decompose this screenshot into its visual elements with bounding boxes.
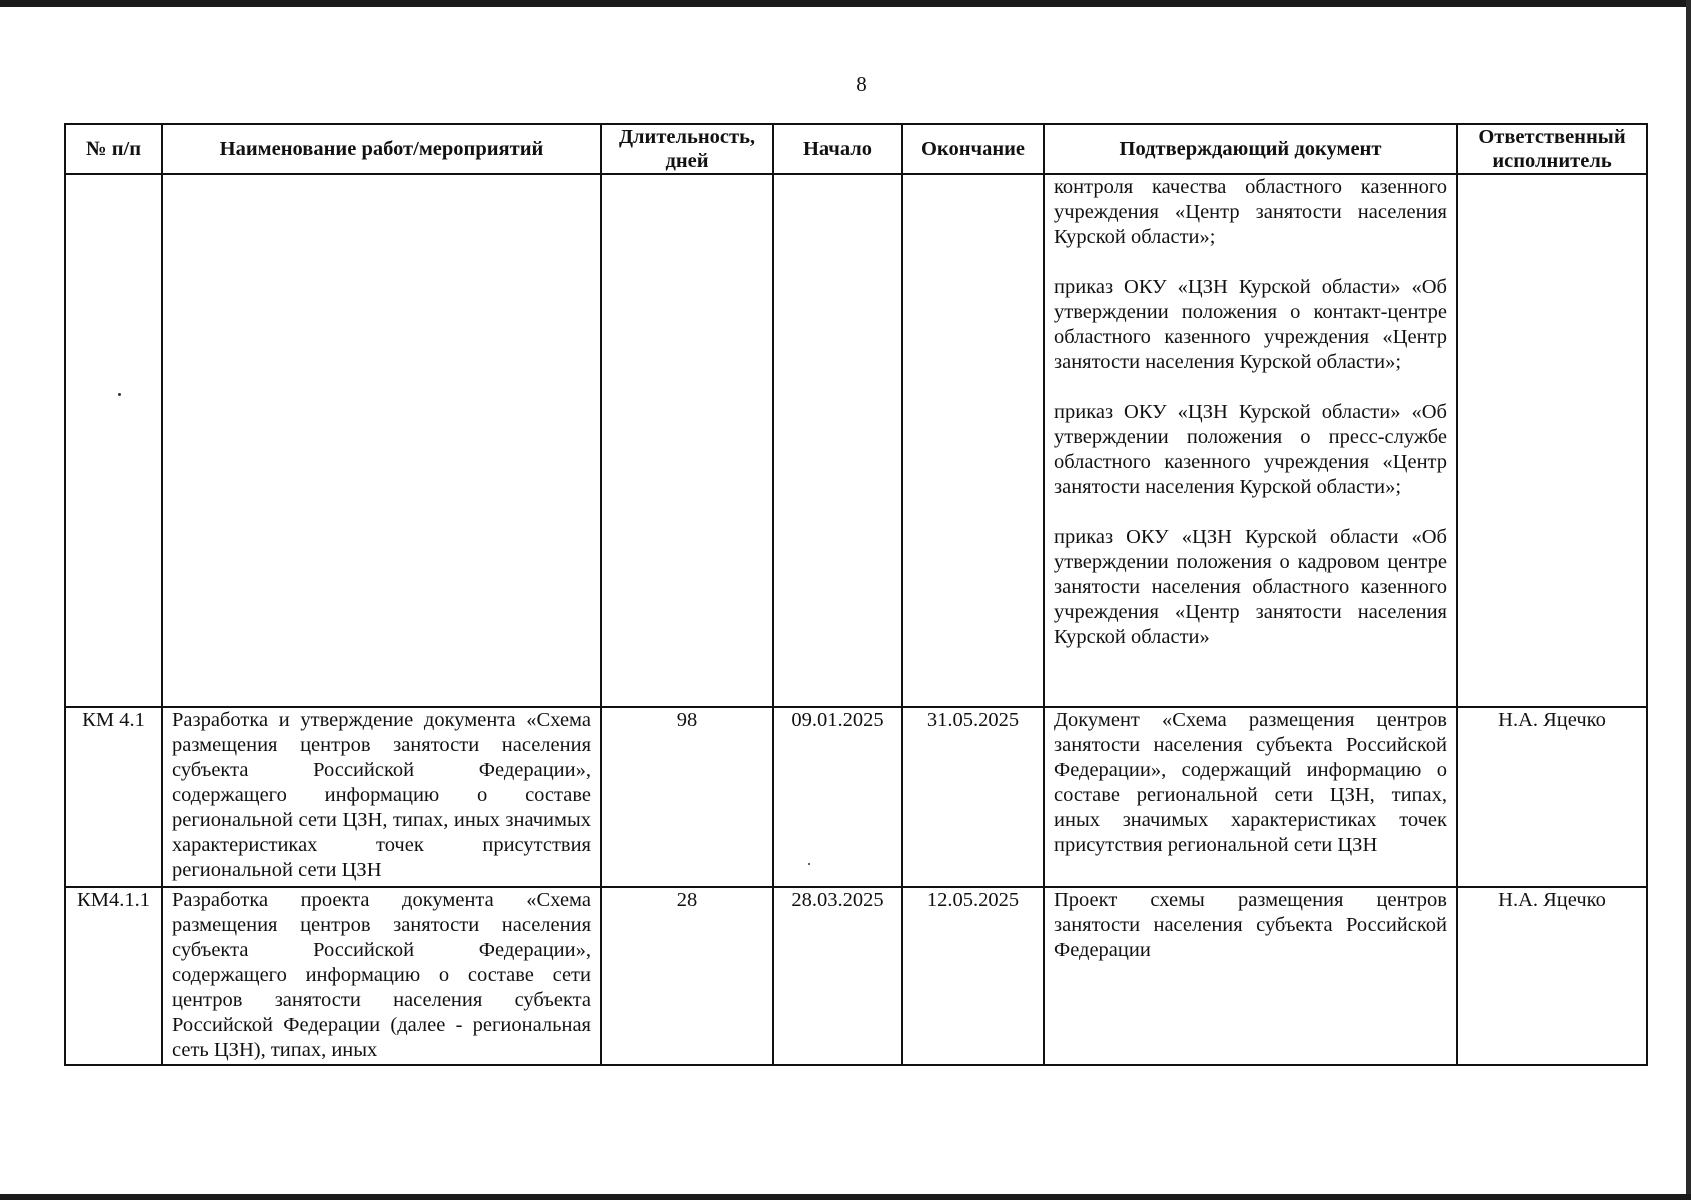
row-responsible: Н.А. Яцечко	[1457, 887, 1647, 1065]
header-row	[65, 124, 1647, 174]
header-document: Подтверждающий документ	[1044, 124, 1457, 174]
header-end: Окончание	[902, 124, 1044, 174]
scan-edge-bottom	[0, 1194, 1691, 1200]
row-duration: 98	[601, 707, 773, 887]
row-document: Документ «Схема размещения центров занятости населения субъекта Российской Федерации», содержащий информацию о составе региональной сети ЦЗН, типах, иных значимых характеристиках точек присутствия региональной сети ЦЗН	[1044, 707, 1457, 887]
row-duration: 28	[601, 887, 773, 1065]
row-document: Проект схемы размещения центров занятости населения субъекта Российской Федерации	[1044, 887, 1457, 1065]
continuation-start-cell	[773, 174, 902, 707]
header-duration: Длительность, дней	[601, 124, 773, 174]
row-end-date: 31.05.2025	[902, 707, 1044, 887]
row-number: КМ 4.1	[65, 707, 162, 887]
work-schedule-table	[64, 123, 1648, 1066]
row-start-date: 28.03.2025	[773, 887, 902, 1065]
continuation-document-cell	[1044, 174, 1457, 707]
header-responsible: Ответственный исполнитель	[1457, 124, 1647, 174]
continuation-row	[65, 174, 1647, 707]
document-paragraph: приказ ОКУ «ЦЗН Курской области «Об утверждении положения о кадровом центре занятости населения областного казенного учреждения «Центр занятости населения Курской области»	[1054, 526, 1447, 648]
header-number: № п/п	[65, 124, 162, 174]
row-name: Разработка и утверждение документа «Схема размещения центров занятости населения субъекта Российской Федерации», содержащего информацию о составе региональной сети ЦЗН, типах, иных значимых характеристиках точек присутствия региональной сети ЦЗН	[162, 707, 601, 887]
header-start: Начало	[773, 124, 902, 174]
continuation-number-cell	[65, 174, 162, 707]
row-start-date: 09.01.2025	[773, 707, 902, 887]
document-paragraph: контроля качества областного казенного учреждения «Центр занятости населения Курской области»;	[1054, 176, 1447, 248]
row-responsible: Н.А. Яцечко	[1457, 707, 1647, 887]
row-name: Разработка проекта документа «Схема размещения центров занятости населения субъекта Российской Федерации», содержащего информацию о составе сети центров занятости населения субъекта Российской Федерации (далее - региональная сеть ЦЗН), типах, иных	[162, 887, 601, 1065]
table-row	[65, 887, 1647, 1065]
scan-speck	[808, 863, 810, 865]
continuation-name-cell	[162, 174, 601, 707]
row-number: КМ4.1.1	[65, 887, 162, 1065]
document-paragraph: приказ ОКУ «ЦЗН Курской области» «Об утверждении положения о контакт-центре областного казенного учреждения «Центр занятости населения Курской области»;	[1054, 276, 1447, 373]
continuation-end-cell	[902, 174, 1044, 707]
scan-edge-right	[1686, 0, 1691, 1200]
continuation-duration-cell	[601, 174, 773, 707]
document-paragraph: приказ ОКУ «ЦЗН Курской области» «Об утверждении положения о пресс-службе областного казенного учреждения «Центр занятости населения Курской области»;	[1054, 401, 1447, 498]
row-end-date: 12.05.2025	[902, 887, 1044, 1065]
header-name: Наименование работ/мероприятий	[162, 124, 601, 174]
page-number: 8	[856, 72, 867, 96]
continuation-responsible-cell	[1457, 174, 1647, 707]
scan-speck	[118, 393, 121, 396]
scan-edge-top	[0, 0, 1691, 7]
table-row	[65, 707, 1647, 887]
